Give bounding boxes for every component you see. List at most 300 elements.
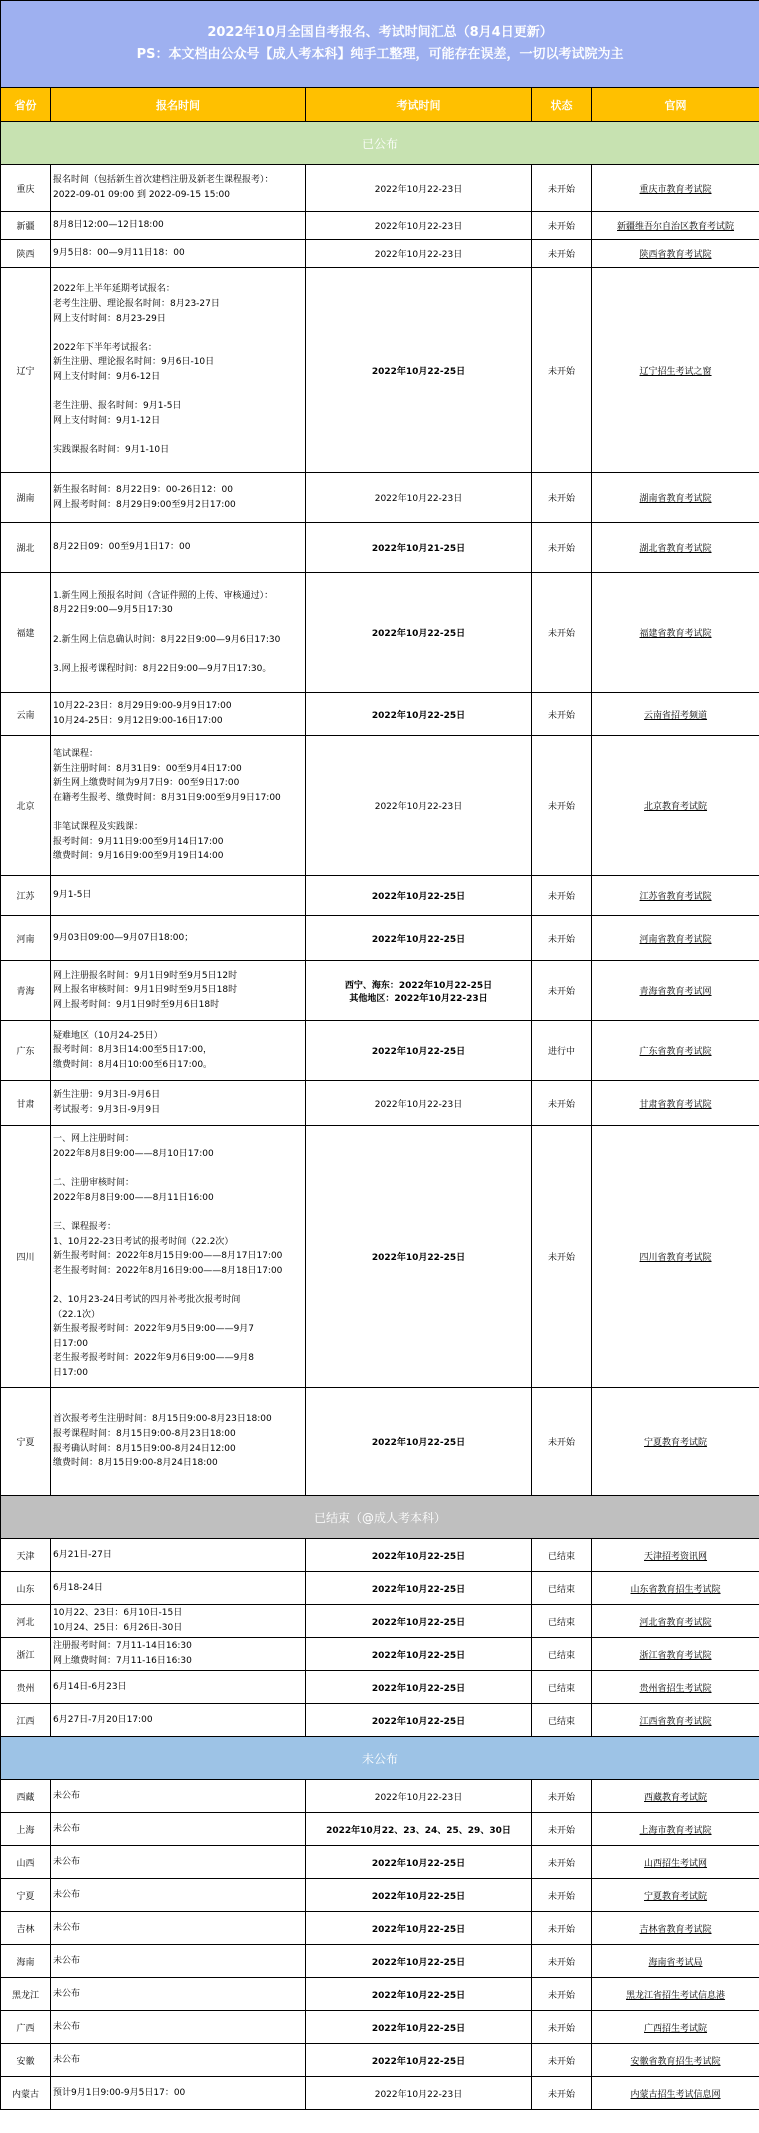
exam-time-cell bbox=[306, 1671, 532, 1704]
registration-line: 2022年8月8日9:00——8月10日17:00 bbox=[53, 1149, 214, 1160]
province-cell: 辽宁 bbox=[1, 268, 51, 473]
official-site-link[interactable]: 西藏教育考试院 bbox=[644, 1792, 708, 1803]
official-site-cell bbox=[592, 240, 759, 268]
exam-time-line: 2022年10月22-23日 bbox=[374, 802, 463, 812]
status-badge: 未开始 bbox=[532, 916, 592, 961]
registration-line: 报考课程时间：8月15日9:00-8月23日18:00 bbox=[53, 1428, 236, 1439]
exam-time-line: 2022年10月22-25日 bbox=[371, 366, 466, 377]
province-cell: 天津 bbox=[1, 1539, 51, 1572]
province-cell: 广东 bbox=[1, 1021, 51, 1081]
province-cell: 浙江 bbox=[1, 1638, 51, 1671]
official-site-cell bbox=[592, 1879, 759, 1912]
official-site-link[interactable]: 湖北省教育考试院 bbox=[639, 544, 712, 554]
official-site-cell bbox=[592, 1780, 759, 1813]
registration-line: 网上报考时间：8月29日9:00至9月2日17:00 bbox=[53, 499, 236, 510]
official-site-link[interactable]: 吉林省教育考试院 bbox=[639, 1924, 712, 1935]
official-site-cell bbox=[592, 523, 759, 573]
province-cell: 江西 bbox=[1, 1704, 51, 1737]
exam-time-cell bbox=[306, 961, 532, 1021]
registration-line: （22.1次） bbox=[53, 1309, 101, 1320]
status-badge: 已结束 bbox=[532, 1539, 592, 1572]
exam-time-line: 2022年10月22-25日 bbox=[371, 1047, 466, 1057]
table-row bbox=[1, 693, 759, 736]
status-badge: 未开始 bbox=[532, 2011, 592, 2044]
official-site-link[interactable]: 贵州省招生考试院 bbox=[639, 1683, 712, 1694]
table-body bbox=[1, 122, 759, 2110]
exam-time-line: 2022年10月22-25日 bbox=[371, 1584, 466, 1595]
exam-time-cell bbox=[306, 1388, 532, 1496]
official-site-link[interactable]: 云南省招考频道 bbox=[644, 710, 708, 721]
official-site-link[interactable]: 江西省教育考试院 bbox=[639, 1716, 712, 1727]
exam-time-line: 2022年10月22-23日 bbox=[374, 250, 463, 260]
table-row bbox=[1, 1912, 759, 1945]
registration-line: 日17:00 bbox=[53, 1338, 88, 1349]
registration-line: 一、网上注册时间： bbox=[53, 1134, 135, 1145]
official-site-link[interactable]: 河南省教育考试院 bbox=[639, 934, 712, 945]
exam-time-cell bbox=[306, 212, 532, 240]
province-cell: 重庆 bbox=[1, 165, 51, 212]
official-site-cell bbox=[592, 1572, 759, 1605]
exam-time-cell bbox=[306, 1780, 532, 1813]
province-cell: 云南 bbox=[1, 693, 51, 736]
table-row bbox=[1, 268, 759, 473]
registration-line: 未公布 bbox=[53, 1955, 81, 1966]
registration-line: 网上注册报名时间：9月1日9时至9月5日12时 bbox=[53, 970, 238, 981]
exam-time-cell bbox=[306, 693, 532, 736]
registration-line bbox=[53, 1162, 305, 1177]
registration-line: 9月1-5日 bbox=[53, 890, 92, 901]
registration-line: 6月27日-7月20日17:00 bbox=[53, 1714, 153, 1725]
table-row bbox=[1, 1605, 759, 1638]
registration-time-cell bbox=[51, 473, 306, 523]
registration-line: 8月8日12:00—12日18:00 bbox=[53, 220, 164, 231]
table-row bbox=[1, 165, 759, 212]
registration-line: 2022-09-01 09:00 到 2022-09-15 15:00 bbox=[53, 190, 230, 200]
registration-line: 老生报考报考时间：2022年9月6日9:00——9月8 bbox=[53, 1353, 255, 1364]
registration-line: 老考生注册、理论报名时间：8月23-27日 bbox=[53, 299, 220, 310]
province-cell: 河北 bbox=[1, 1605, 51, 1638]
province-cell: 新疆 bbox=[1, 212, 51, 240]
registration-time-cell bbox=[51, 2044, 306, 2077]
official-site-link[interactable]: 重庆市教育考试院 bbox=[639, 184, 712, 195]
exam-time-cell bbox=[306, 2011, 532, 2044]
official-site-cell bbox=[592, 1605, 759, 1638]
header-exam-time: 考试时间 bbox=[306, 88, 532, 122]
registration-time-cell bbox=[51, 2077, 306, 2110]
exam-time-cell bbox=[306, 240, 532, 268]
province-cell: 吉林 bbox=[1, 1912, 51, 1945]
exam-time-line: 2022年10月22-25日 bbox=[371, 1924, 466, 1935]
province-cell: 贵州 bbox=[1, 1671, 51, 1704]
registration-time-cell bbox=[51, 1126, 306, 1388]
official-site-link[interactable]: 上海市教育考试院 bbox=[639, 1825, 712, 1836]
province-cell: 黑龙江 bbox=[1, 1978, 51, 2011]
official-site-link[interactable]: 海南省考试局 bbox=[648, 1957, 703, 1968]
table-row bbox=[1, 1978, 759, 2011]
table-row bbox=[1, 573, 759, 693]
exam-time-line: 2022年10月22-25日 bbox=[371, 1551, 466, 1562]
table-row bbox=[1, 1945, 759, 1978]
header-registration-time: 报名时间 bbox=[51, 88, 306, 122]
registration-line: 日17:00 bbox=[53, 1367, 88, 1378]
official-site-cell bbox=[592, 1945, 759, 1978]
status-badge: 未开始 bbox=[532, 1846, 592, 1879]
registration-time-cell bbox=[51, 1539, 306, 1572]
registration-line: 1.新生网上预报名时间（含证件照的上传、审核通过）： bbox=[53, 590, 274, 601]
registration-time-cell bbox=[51, 916, 306, 961]
official-site-link[interactable]: 辽宁招生考试之窗 bbox=[639, 366, 712, 377]
official-site-cell bbox=[592, 1813, 759, 1846]
exam-time-line: 2022年10月22-25日 bbox=[371, 892, 466, 902]
province-cell: 江苏 bbox=[1, 876, 51, 916]
exam-time-cell bbox=[306, 1572, 532, 1605]
table-row bbox=[1, 1388, 759, 1496]
official-site-cell bbox=[592, 165, 759, 212]
status-badge: 未开始 bbox=[532, 1945, 592, 1978]
registration-line: 2022年下半年考试报名： bbox=[53, 342, 157, 353]
registration-time-cell bbox=[51, 1021, 306, 1081]
province-cell: 湖南 bbox=[1, 473, 51, 523]
registration-time-cell bbox=[51, 693, 306, 736]
registration-line: 新生报名时间：8月22日9：00-26日12：00 bbox=[53, 484, 233, 495]
registration-time-cell bbox=[51, 1572, 306, 1605]
official-site-link[interactable]: 山西招生考试网 bbox=[644, 1858, 708, 1869]
status-badge: 未开始 bbox=[532, 1879, 592, 1912]
registration-line: 报考确认时间：8月15日9:00-8月24日12:00 bbox=[53, 1443, 236, 1454]
official-site-link[interactable]: 河北省教育考试院 bbox=[639, 1617, 712, 1628]
official-site-cell bbox=[592, 1704, 759, 1737]
registration-line bbox=[53, 1205, 305, 1220]
registration-line: 10月24-25日：9月12日9:00-16日17:00 bbox=[53, 716, 223, 726]
table-row bbox=[1, 473, 759, 523]
table-row bbox=[1, 1813, 759, 1846]
exam-time-line: 2022年10月22-25日 bbox=[371, 1891, 466, 1902]
registration-line: 10月22-23日：8月29日9:00-9月9日17:00 bbox=[53, 701, 232, 712]
official-site-link[interactable]: 黑龙江省招生考试信息港 bbox=[626, 1990, 726, 2001]
registration-line: 实践课报名时间：9月1-10日 bbox=[53, 444, 170, 455]
exam-time-cell bbox=[306, 1081, 532, 1126]
exam-time-line: 2022年10月22-25日 bbox=[371, 1253, 466, 1263]
registration-time-cell bbox=[51, 1912, 306, 1945]
registration-line bbox=[53, 806, 305, 821]
province-cell: 北京 bbox=[1, 736, 51, 876]
registration-time-cell bbox=[51, 1081, 306, 1126]
table-row bbox=[1, 1671, 759, 1704]
status-badge: 未开始 bbox=[532, 473, 592, 523]
exam-time-cell bbox=[306, 1846, 532, 1879]
status-badge: 未开始 bbox=[532, 240, 592, 268]
registration-time-cell bbox=[51, 1846, 306, 1879]
exam-time-line: 2022年10月21-25日 bbox=[371, 544, 466, 554]
status-badge: 未开始 bbox=[532, 2077, 592, 2110]
exam-time-line: 2022年10月22-23日 bbox=[374, 2089, 463, 2100]
exam-time-line: 2022年10月22-23日 bbox=[374, 184, 463, 195]
exam-time-line: 2022年10月22-25日 bbox=[371, 629, 466, 639]
table-row bbox=[1, 2011, 759, 2044]
registration-line: 二、注册审核时间： bbox=[53, 1178, 135, 1189]
official-site-link[interactable]: 湖南省教育考试院 bbox=[639, 494, 712, 504]
table-row bbox=[1, 523, 759, 573]
registration-line: 3.网上报考课程时间：8月22日9:00—9月7日17:30。 bbox=[53, 663, 272, 674]
status-badge: 已结束 bbox=[532, 1572, 592, 1605]
official-site-link[interactable]: 山东省教育招生考试院 bbox=[630, 1584, 721, 1595]
official-site-cell bbox=[592, 961, 759, 1021]
status-badge: 未开始 bbox=[532, 1780, 592, 1813]
registration-line: 1、10月22-23日考试的报考时间（22.2次） bbox=[53, 1236, 234, 1247]
status-badge: 未开始 bbox=[532, 268, 592, 473]
table-row bbox=[1, 1021, 759, 1081]
exam-time-line: 2022年10月22-25日 bbox=[371, 1716, 466, 1727]
registration-line: 未公布 bbox=[53, 1823, 81, 1834]
official-site-cell bbox=[592, 1638, 759, 1671]
registration-time-cell bbox=[51, 1879, 306, 1912]
status-badge: 未开始 bbox=[532, 212, 592, 240]
section-label: 未公布 bbox=[1, 1737, 759, 1780]
registration-line: 注册报考时间：7月11-14日16:30 bbox=[53, 1641, 192, 1652]
exam-time-line: 2022年10月22、23、24、25、29、30日 bbox=[326, 1825, 511, 1836]
official-site-link[interactable]: 广西招生考试院 bbox=[644, 2023, 708, 2034]
registration-time-cell bbox=[51, 1780, 306, 1813]
province-cell: 山西 bbox=[1, 1846, 51, 1879]
status-badge: 已结束 bbox=[532, 1671, 592, 1704]
registration-time-cell bbox=[51, 736, 306, 876]
exam-time-line: 2022年10月22-25日 bbox=[371, 1957, 466, 1968]
province-cell: 四川 bbox=[1, 1126, 51, 1388]
registration-line: 三、课程报考： bbox=[53, 1222, 117, 1233]
status-badge: 未开始 bbox=[532, 736, 592, 876]
exam-time-cell bbox=[306, 523, 532, 573]
exam-time-line: 2022年10月22-25日 bbox=[371, 1650, 466, 1661]
exam-time-line: 2022年10月22-23日 bbox=[374, 1792, 463, 1803]
status-badge: 已结束 bbox=[532, 1704, 592, 1737]
registration-time-cell bbox=[51, 1671, 306, 1704]
registration-line: 10月22、23日：6月10日-15日 bbox=[53, 1608, 183, 1619]
registration-line: 网上支付时间：9月6-12日 bbox=[53, 372, 161, 382]
official-site-link[interactable]: 甘肃省教育考试院 bbox=[639, 1099, 712, 1110]
registration-line: 笔试课程： bbox=[53, 749, 99, 760]
registration-line: 新生报考时间：2022年8月15日9:00——8月17日17:00 bbox=[53, 1251, 283, 1262]
section-row bbox=[1, 122, 759, 165]
official-site-link[interactable]: 福建省教育考试院 bbox=[639, 629, 712, 639]
table-row bbox=[1, 1846, 759, 1879]
official-site-link[interactable]: 天津招考资讯网 bbox=[644, 1551, 708, 1562]
title-line-2: PS：本文档由公众号【成人考本科】纯手工整理，可能存在误差，一切以考试院为主 bbox=[136, 47, 624, 62]
registration-line: 老生报考时间：2022年8月16日9:00——8月18日17:00 bbox=[53, 1265, 283, 1276]
official-site-link[interactable]: 陕西省教育考试院 bbox=[639, 250, 712, 260]
registration-line: 新生报考报考时间：2022年9月5日9:00——9月7 bbox=[53, 1324, 255, 1335]
exam-time-cell bbox=[306, 1021, 532, 1081]
exam-time-cell bbox=[306, 165, 532, 212]
status-badge: 未开始 bbox=[532, 1978, 592, 2011]
registration-time-cell bbox=[51, 2011, 306, 2044]
status-badge: 未开始 bbox=[532, 693, 592, 736]
exam-time-cell bbox=[306, 736, 532, 876]
official-site-cell bbox=[592, 876, 759, 916]
exam-time-cell bbox=[306, 916, 532, 961]
registration-time-cell bbox=[51, 1638, 306, 1671]
registration-time-cell bbox=[51, 1704, 306, 1737]
registration-time-cell bbox=[51, 573, 306, 693]
status-badge: 未开始 bbox=[532, 1813, 592, 1846]
table-row bbox=[1, 876, 759, 916]
status-badge: 未开始 bbox=[532, 165, 592, 212]
registration-line: 缴费时间：9月16日9:00至9月19日14:00 bbox=[53, 851, 224, 862]
exam-time-line: 2022年10月22-23日 bbox=[374, 222, 463, 232]
official-site-cell bbox=[592, 268, 759, 473]
province-cell: 广西 bbox=[1, 2011, 51, 2044]
exam-time-cell bbox=[306, 876, 532, 916]
registration-time-cell bbox=[51, 165, 306, 212]
registration-line: 在籍考生报考、缴费时间：8月31日9:00至9月9日17:00 bbox=[53, 792, 281, 803]
status-badge: 未开始 bbox=[532, 1126, 592, 1388]
exam-time-cell bbox=[306, 473, 532, 523]
table-row bbox=[1, 736, 759, 876]
official-site-link[interactable]: 浙江省教育考试院 bbox=[639, 1650, 712, 1661]
province-cell: 山东 bbox=[1, 1572, 51, 1605]
registration-line: 缴费时间：8月4日10:00至6日17:00。 bbox=[53, 1059, 213, 1070]
exam-time-cell bbox=[306, 1813, 532, 1846]
exam-time-cell bbox=[306, 1126, 532, 1388]
registration-time-cell bbox=[51, 876, 306, 916]
exam-time-line: 2022年10月22-25日 bbox=[371, 1683, 466, 1694]
exam-time-cell bbox=[306, 573, 532, 693]
table-row bbox=[1, 1539, 759, 1572]
registration-line: 网上支付时间：9月1-12日 bbox=[53, 415, 161, 426]
registration-line: 未公布 bbox=[53, 2021, 81, 2032]
status-badge: 未开始 bbox=[532, 1912, 592, 1945]
registration-time-cell bbox=[51, 212, 306, 240]
registration-line: 预计9月1日9:00-9月5日17：00 bbox=[53, 2087, 186, 2098]
official-site-link[interactable]: 宁夏教育考试院 bbox=[644, 1438, 708, 1448]
official-site-link[interactable]: 安徽省教育招生考试院 bbox=[630, 2056, 721, 2067]
province-cell: 河南 bbox=[1, 916, 51, 961]
status-badge: 已结束 bbox=[532, 1638, 592, 1671]
table-row bbox=[1, 1780, 759, 1813]
official-site-cell bbox=[592, 1846, 759, 1879]
official-site-cell bbox=[592, 1081, 759, 1126]
official-site-link[interactable]: 新疆维吾尔自治区教育考试院 bbox=[617, 222, 735, 232]
exam-time-cell bbox=[306, 1978, 532, 2011]
official-site-link[interactable]: 江苏省教育考试院 bbox=[639, 892, 712, 902]
registration-line bbox=[53, 618, 305, 633]
registration-line: 未公布 bbox=[53, 1856, 81, 1867]
status-badge: 未开始 bbox=[532, 961, 592, 1021]
registration-line: 未公布 bbox=[53, 2054, 81, 2065]
status-badge: 未开始 bbox=[532, 573, 592, 693]
registration-line: 9月5日8：00—9月11日18：00 bbox=[53, 248, 185, 259]
table-row bbox=[1, 1704, 759, 1737]
table-row bbox=[1, 961, 759, 1021]
status-badge: 进行中 bbox=[532, 1021, 592, 1081]
registration-line: 6月18-24日 bbox=[53, 1582, 103, 1593]
document-title bbox=[1, 1, 759, 88]
province-cell: 海南 bbox=[1, 1945, 51, 1978]
registration-line: 2、10月23-24日考试的四月补考批次报考时间 bbox=[53, 1294, 241, 1305]
status-badge: 未开始 bbox=[532, 1388, 592, 1496]
exam-time-line: 2022年10月22-23日 bbox=[374, 1099, 463, 1110]
status-badge: 未开始 bbox=[532, 2044, 592, 2077]
official-site-cell bbox=[592, 2044, 759, 2077]
registration-line bbox=[53, 428, 305, 443]
exam-time-cell bbox=[306, 2044, 532, 2077]
table-row bbox=[1, 2077, 759, 2110]
province-cell: 宁夏 bbox=[1, 1879, 51, 1912]
official-site-link[interactable]: 内蒙古招生考试信息网 bbox=[630, 2089, 721, 2100]
registration-line: 未公布 bbox=[53, 1790, 81, 1801]
province-cell: 上海 bbox=[1, 1813, 51, 1846]
province-cell: 内蒙古 bbox=[1, 2077, 51, 2110]
registration-line: 2.新生网上信息确认时间：8月22日9:00—9月6日17:30 bbox=[53, 634, 281, 645]
registration-line bbox=[53, 1278, 305, 1293]
official-site-link[interactable]: 广东省教育考试院 bbox=[639, 1047, 712, 1057]
title-line-1: 2022年10月全国自考报名、考试时间汇总（8月4日更新） bbox=[207, 25, 553, 40]
registration-line bbox=[53, 326, 305, 341]
official-site-cell bbox=[592, 473, 759, 523]
registration-line: 网上支付时间：8月23-29日 bbox=[53, 313, 166, 324]
official-site-cell bbox=[592, 1912, 759, 1945]
exam-time-cell bbox=[306, 1912, 532, 1945]
province-cell: 湖北 bbox=[1, 523, 51, 573]
registration-line: 未公布 bbox=[53, 1988, 81, 1999]
registration-line bbox=[53, 647, 305, 662]
exam-time-cell bbox=[306, 1704, 532, 1737]
exam-time-cell bbox=[306, 2077, 532, 2110]
exam-time-line: 2022年10月22-25日 bbox=[371, 2023, 466, 2034]
status-badge: 未开始 bbox=[532, 523, 592, 573]
official-site-cell bbox=[592, 2077, 759, 2110]
registration-line: 未公布 bbox=[53, 1889, 81, 1900]
exam-time-line: 2022年10月22-25日 bbox=[371, 1990, 466, 2001]
registration-line: 9月03日09:00—9月07日18:00； bbox=[53, 932, 194, 943]
registration-time-cell bbox=[51, 1605, 306, 1638]
official-site-cell bbox=[592, 212, 759, 240]
registration-line: 考试报考：9月3日-9月9日 bbox=[53, 1105, 161, 1115]
status-badge: 未开始 bbox=[532, 876, 592, 916]
official-site-cell bbox=[592, 1978, 759, 2011]
exam-time-cell bbox=[306, 268, 532, 473]
table-row bbox=[1, 1879, 759, 1912]
table-row bbox=[1, 1126, 759, 1388]
province-cell: 西藏 bbox=[1, 1780, 51, 1813]
province-cell: 陕西 bbox=[1, 240, 51, 268]
province-cell: 青海 bbox=[1, 961, 51, 1021]
registration-line: 2022年上半年延期考试报名： bbox=[53, 284, 175, 295]
exam-time-line: 其他地区：2022年10月22-23日 bbox=[349, 993, 488, 1004]
table-row bbox=[1, 1081, 759, 1126]
registration-line: 6月14日-6月23日 bbox=[53, 1681, 127, 1692]
registration-line: 网上报考时间：9月1日9时至9月6日18时 bbox=[53, 999, 220, 1010]
official-site-cell bbox=[592, 1671, 759, 1704]
official-site-link[interactable]: 四川省教育考试院 bbox=[639, 1253, 712, 1263]
official-site-cell bbox=[592, 2011, 759, 2044]
registration-line: 8月22日09：00至9月1日17：00 bbox=[53, 542, 191, 553]
exam-time-cell bbox=[306, 1638, 532, 1671]
registration-time-cell bbox=[51, 268, 306, 473]
official-site-link[interactable]: 宁夏教育考试院 bbox=[644, 1891, 708, 1902]
official-site-link[interactable]: 青海省教育考试网 bbox=[639, 987, 712, 997]
registration-line: 首次报考考生注册时间：8月15日9:00-8月23日18:00 bbox=[53, 1414, 272, 1425]
registration-line: 报考时间：8月3日14:00至5日17:00， bbox=[53, 1045, 213, 1056]
official-site-link[interactable]: 北京教育考试院 bbox=[644, 802, 708, 812]
exam-time-line: 2022年10月22-25日 bbox=[371, 1858, 466, 1869]
table-row bbox=[1, 916, 759, 961]
exam-time-line: 西宁、海东：2022年10月22-25日 bbox=[344, 980, 493, 991]
table-row bbox=[1, 1638, 759, 1671]
province-cell: 甘肃 bbox=[1, 1081, 51, 1126]
registration-line: 6月21日-27日 bbox=[53, 1549, 112, 1560]
registration-line: 非笔试课程及实践课： bbox=[53, 822, 144, 833]
official-site-cell bbox=[592, 1388, 759, 1496]
